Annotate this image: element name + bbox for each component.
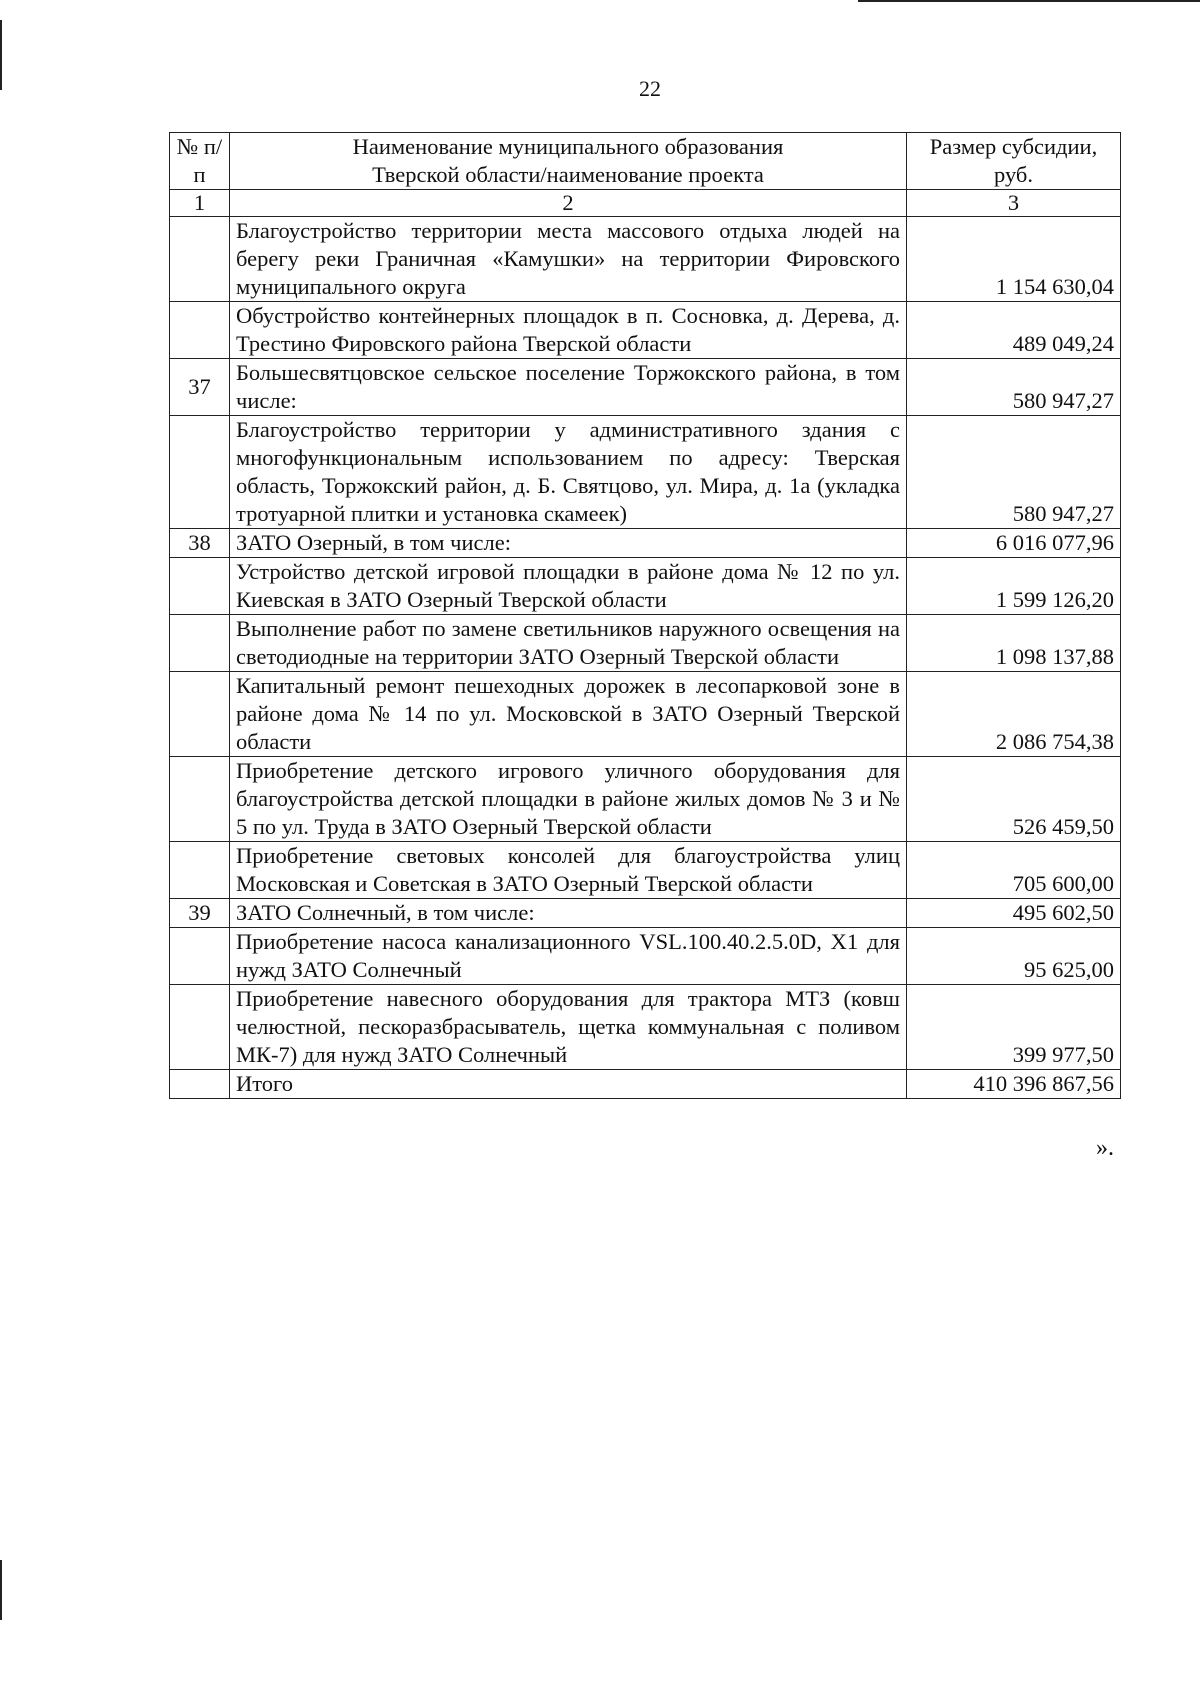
column-number-1: 1 (170, 190, 230, 217)
row-name: Приобретение насоса канализационного VSL.100.40.2.5.0D, X1 для нужд ЗАТО Солнечный (230, 928, 907, 985)
table-row (170, 842, 1121, 899)
table-row (170, 672, 1121, 757)
table-row (170, 985, 1121, 1070)
row-num (170, 672, 230, 757)
closing-quote-mark: ». (1096, 1135, 1114, 1161)
row-name: Капитальный ремонт пешеходных дорожек в лесопарковой зоне в районе дома № 14 по ул. Московской в ЗАТО Озерный Тверской области (230, 672, 907, 757)
row-num (170, 842, 230, 899)
row-name: Большесвятцовское сельское поселение Торжокского района, в том числе: (230, 359, 907, 416)
row-num (170, 757, 230, 842)
row-name: Приобретение детского игрового уличного оборудования для благоустройства детской площадки в районе жилых домов № 3 и № 5 по ул. Труда в ЗАТО Озерный Тверской области (230, 757, 907, 842)
header-sum: Размер субсидии, руб. (907, 133, 1121, 190)
scan-edge-line-bottom (0, 1560, 2, 1620)
row-name: Выполнение работ по замене светильников наружного освещения на светодиодные на территории ЗАТО Озерный Тверской области (230, 615, 907, 672)
table-row (170, 302, 1121, 359)
table-row (170, 217, 1121, 302)
header-num: № п/п (170, 133, 230, 190)
row-sum: 1 154 630,04 (907, 217, 1121, 302)
row-name: Благоустройство территории места массового отдыха людей на берегу реки Граничная «Камушки» на территории Фировского муниципального округа (230, 217, 907, 302)
row-name: Приобретение навесного оборудования для трактора МТЗ (ковш челюстной, пескоразбрасыватель, щетка коммунальная с поливом МК-7) для нужд ЗАТО Солнечный (230, 985, 907, 1070)
row-sum: 705 600,00 (907, 842, 1121, 899)
row-name: Приобретение световых консолей для благоустройства улиц Московская и Советская в ЗАТО Озерный Тверской области (230, 842, 907, 899)
row-sum: 1 098 137,88 (907, 615, 1121, 672)
row-num (170, 985, 230, 1070)
row-num (170, 928, 230, 985)
row-num: 38 (170, 529, 230, 558)
row-num (170, 416, 230, 529)
row-name: ЗАТО Озерный, в том числе: (230, 529, 907, 558)
row-num (170, 615, 230, 672)
table-row (170, 757, 1121, 842)
table-row (170, 359, 1121, 416)
row-name: ЗАТО Солнечный, в том числе: (230, 899, 907, 928)
row-sum: 95 625,00 (907, 928, 1121, 985)
column-number-2: 2 (230, 190, 907, 217)
total-sum: 410 396 867,56 (907, 1070, 1121, 1099)
subsidy-table (169, 132, 1121, 1099)
table-row (170, 615, 1121, 672)
scan-edge-line-top (858, 0, 1200, 2)
row-name: Обустройство контейнерных площадок в п. Сосновка, д. Дерева, д. Трестино Фировского района Тверской области (230, 302, 907, 359)
row-sum: 526 459,50 (907, 757, 1121, 842)
table-total-row (170, 1070, 1121, 1099)
row-num (170, 302, 230, 359)
total-label: Итого (230, 1070, 907, 1099)
row-num: 39 (170, 899, 230, 928)
row-sum: 1 599 126,20 (907, 558, 1121, 615)
row-sum: 580 947,27 (907, 416, 1121, 529)
row-num (170, 558, 230, 615)
row-name: Благоустройство территории у административного здания с многофункциональным использованием по адресу: Тверская область, Торжокский район, д. Б. Святцово, ул. Мира, д. 1а (укладка тротуарной плитки и установка скамеек) (230, 416, 907, 529)
row-sum: 489 049,24 (907, 302, 1121, 359)
table-row (170, 928, 1121, 985)
table-row (170, 899, 1121, 928)
row-sum: 580 947,27 (907, 359, 1121, 416)
row-sum: 2 086 754,38 (907, 672, 1121, 757)
column-number-row (170, 190, 1121, 217)
row-num: 37 (170, 359, 230, 416)
table-row (170, 416, 1121, 529)
header-name: Наименование муниципального образования Тверской области/наименование проекта (230, 133, 907, 190)
table-header-row (170, 133, 1121, 190)
table-row (170, 558, 1121, 615)
total-num (170, 1070, 230, 1099)
row-sum: 6 016 077,96 (907, 529, 1121, 558)
column-number-3: 3 (907, 190, 1121, 217)
row-sum: 399 977,50 (907, 985, 1121, 1070)
row-name: Устройство детской игровой площадки в районе дома № 12 по ул. Киевская в ЗАТО Озерный Тверской области (230, 558, 907, 615)
table-row (170, 529, 1121, 558)
page-number: 22 (639, 76, 661, 101)
row-sum: 495 602,50 (907, 899, 1121, 928)
row-num (170, 217, 230, 302)
